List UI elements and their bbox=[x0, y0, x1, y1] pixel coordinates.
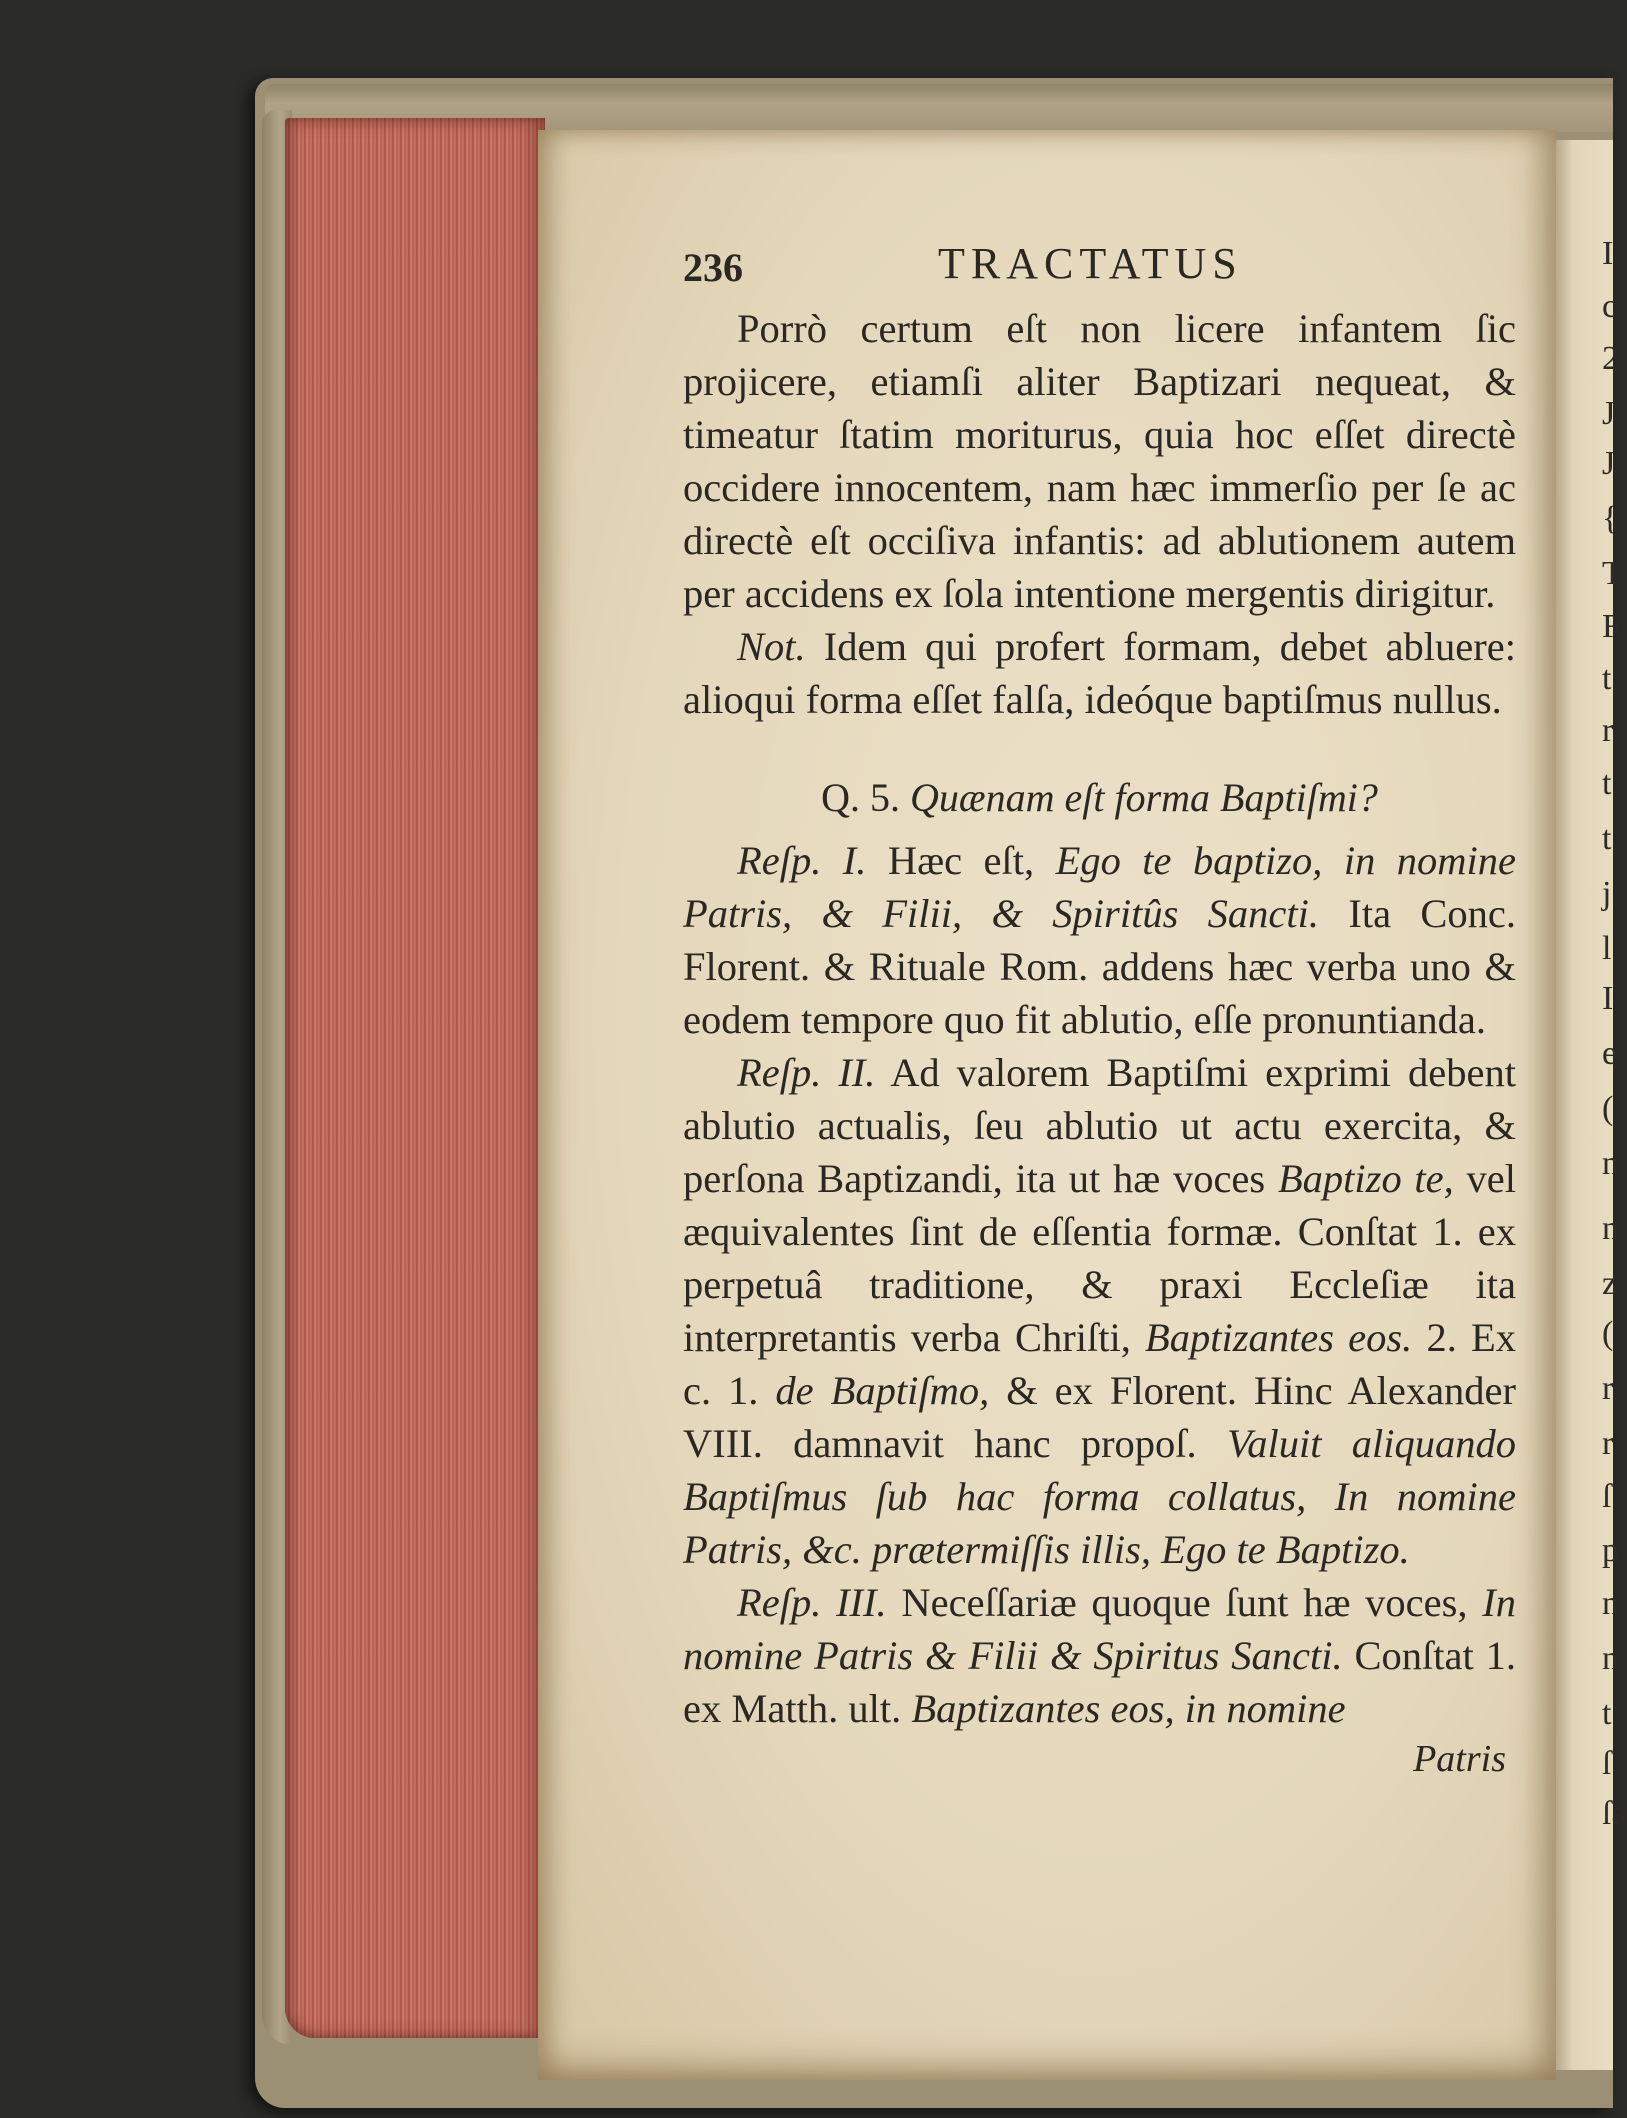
next-page-fragment: e bbox=[1602, 1035, 1618, 1072]
next-page-fragment: ( bbox=[1602, 1090, 1614, 1127]
next-page-fragment: n bbox=[1602, 1585, 1619, 1622]
catchword: Patris bbox=[1413, 1738, 1506, 1780]
next-page-fragment: ſ bbox=[1602, 1745, 1612, 1782]
page-number: 236 bbox=[683, 245, 743, 290]
note-paragraph bbox=[683, 620, 1516, 726]
resp3-text-a: Neceſſariæ quoque ſunt hæ voces, bbox=[901, 1580, 1468, 1625]
resp1-label: Reſp. I. bbox=[737, 838, 867, 883]
next-page-fragment: ſa bbox=[1602, 1795, 1627, 1832]
next-page-fragment: p bbox=[1602, 1532, 1619, 1569]
resp3-text-b: Conſtat 1. ex Matth. ult. bbox=[683, 1633, 1516, 1731]
next-page-fragment: t bbox=[1602, 765, 1612, 802]
note-label: Not. bbox=[737, 624, 806, 669]
next-page-fragment: n bbox=[1602, 1145, 1619, 1182]
next-page-fragment: j bbox=[1602, 875, 1612, 912]
next-page-fragment: r bbox=[1602, 1370, 1614, 1407]
resp1-formula: Ego te baptizo, in nomine Patris, & Filii, & Spiritûs Sancti. bbox=[683, 838, 1516, 936]
next-page-fragment: ſ bbox=[1602, 1478, 1612, 1515]
question-text: Quænam eſt forma Baptiſmi? bbox=[910, 775, 1378, 820]
resp1-text-b: Ita Conc. Florent. & Rituale Rom. addens hæc verba uno & eodem tempore quo fit ablutio, eſſe pronuntianda. bbox=[683, 891, 1516, 1042]
paragraph-1: Porrò certum eſt non licere infantem ſic projicere, etiamſi aliter Baptizari nequeat, & timeatur ſtatim moriturus, quia hoc eſſet directè occidere innocentem, nam hæc immerſio per ſe ac directè eſt occiſiva infantis: ad ablutionem autem per accidens ex ſola intentione mergentis dirigitur. bbox=[683, 306, 1516, 616]
resp2-text-b: vel æquivalentes ſint de eſſentia formæ. Conſtat 1. ex perpetuâ traditione, & praxi Eccleſiæ ita interpretantis verba Chriſti, bbox=[683, 1156, 1517, 1360]
next-page-fragment: F bbox=[1602, 608, 1621, 645]
resp2-text-a: Ad valorem Baptiſmi exprimi debent ablutio actualis, ſeu ablutio ut actu exercita, & perſona Baptizandi, ita ut hæ voces bbox=[683, 1050, 1516, 1201]
next-page-fragment: c bbox=[1602, 288, 1618, 325]
response-2 bbox=[683, 1046, 1516, 1576]
next-page-fragment: J bbox=[1602, 395, 1616, 432]
page-content bbox=[683, 232, 1516, 1781]
running-title: TRACTATUS bbox=[938, 239, 1243, 288]
resp2-label: Reſp. II. bbox=[737, 1050, 876, 1095]
next-page-fragment: 2 bbox=[1602, 340, 1619, 377]
question-label: Q. 5. bbox=[821, 775, 901, 820]
next-page-fragment: t bbox=[1602, 660, 1612, 697]
resp2-quote: Valuit aliquando Baptiſmus ſub hac forma collatus, In nomine Patris, &c. prætermiſſis illis, Ego te Baptizo. bbox=[683, 1421, 1517, 1572]
next-page-fragment: z bbox=[1602, 1265, 1618, 1302]
next-page-fragment: I bbox=[1602, 235, 1614, 272]
next-page-fragment: T bbox=[1602, 555, 1623, 592]
next-page-fragment: n bbox=[1602, 1210, 1619, 1247]
resp3-label: Reſp. III. bbox=[737, 1580, 887, 1625]
next-page-fragment: J bbox=[1602, 445, 1616, 482]
page-header bbox=[683, 232, 1516, 302]
resp3-phrase-2: Baptizantes eos, in nomine bbox=[911, 1686, 1346, 1731]
resp3-phrase-1: In nomine Patris & Filii & Spiritus Sancti. bbox=[683, 1580, 1517, 1678]
next-page-fragment: { bbox=[1602, 500, 1619, 537]
next-page-fragment: I bbox=[1602, 980, 1614, 1017]
resp1-text-a: Hæc eſt, bbox=[887, 838, 1035, 883]
next-page-fragment: r bbox=[1602, 712, 1614, 749]
question-heading bbox=[683, 771, 1516, 824]
next-page-fragment: ( bbox=[1602, 1315, 1614, 1352]
next-page-fragment: n bbox=[1602, 1640, 1619, 1677]
response-1 bbox=[683, 834, 1516, 1046]
next-page-fragment: r bbox=[1602, 1425, 1614, 1462]
next-page-fragment: t bbox=[1602, 1695, 1612, 1732]
resp2-phrase-2: Baptizantes eos. bbox=[1145, 1315, 1413, 1360]
next-page-edge bbox=[1556, 140, 1627, 2070]
note-text: Idem qui profert formam, debet abluere: alioqui forma eſſet falſa, ideóque baptiſmus nullus. bbox=[683, 624, 1516, 722]
resp2-phrase-1: Baptizo te, bbox=[1277, 1156, 1454, 1201]
response-3 bbox=[683, 1576, 1516, 1735]
page-edges-red bbox=[285, 118, 545, 2038]
next-page-fragment: t bbox=[1602, 820, 1612, 857]
next-page-fragment: l bbox=[1602, 930, 1612, 967]
resp2-phrase-3: de Baptiſmo, bbox=[775, 1368, 990, 1413]
resp2-text-c: 2. Ex c. 1. bbox=[683, 1315, 1517, 1413]
resp2-text-d: & ex Florent. Hinc Alexander VIII. damnavit hanc propoſ. bbox=[683, 1368, 1517, 1466]
